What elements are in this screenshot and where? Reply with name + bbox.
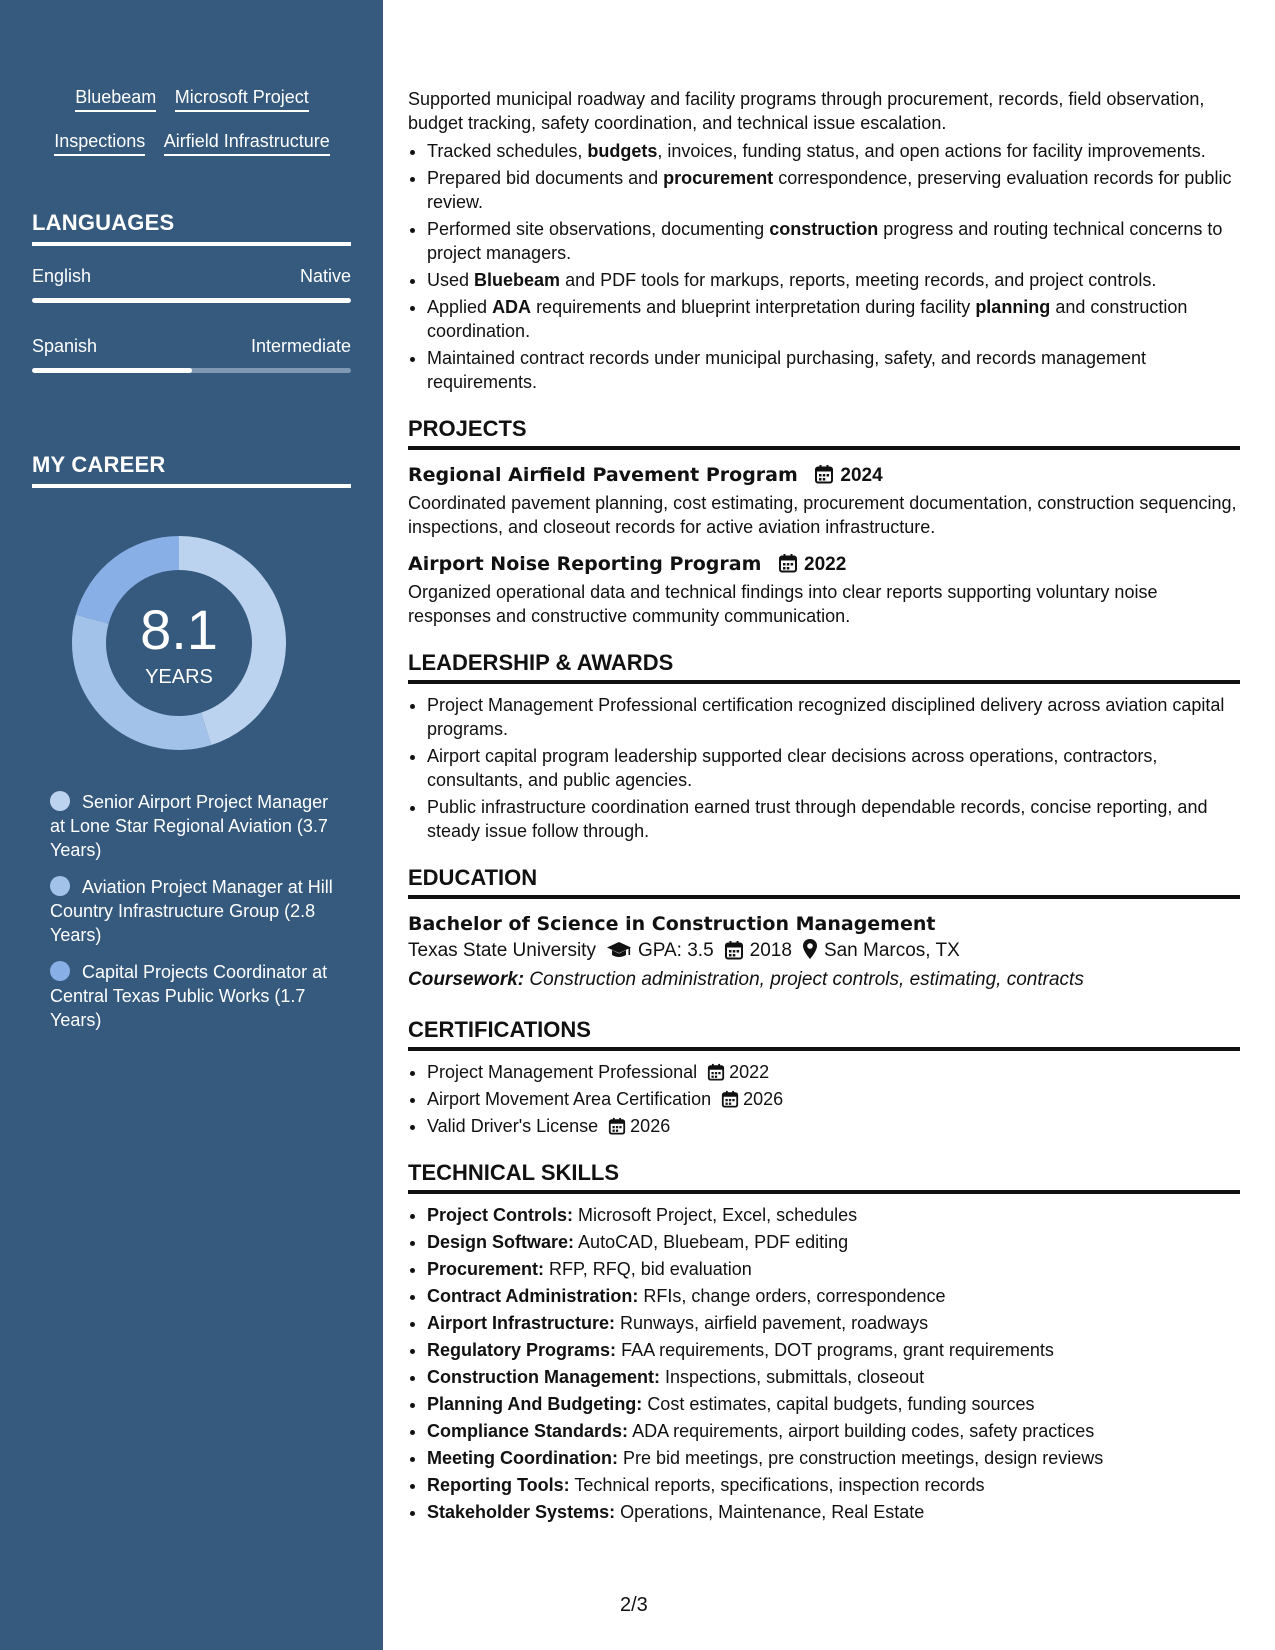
location-pin-icon	[802, 938, 818, 960]
technical-skills-list	[408, 1203, 1240, 1524]
career-item-text: Aviation Project Manager at Hill Country Infrastructure Group (2.8 Years)	[50, 877, 333, 945]
skill-item	[427, 1419, 1240, 1443]
language-bar-fill	[32, 298, 351, 303]
coursework-label: Coursework:	[408, 969, 525, 990]
calendar-icon	[608, 1117, 626, 1135]
coursework	[408, 965, 1240, 995]
project-description: Coordinated pavement planning, cost estimating, procurement documentation, construction sequencing, inspections, and closeout records for active aviation infrastructure.	[408, 493, 1237, 537]
skill-value: AutoCAD, Bluebeam, PDF editing	[578, 1232, 849, 1252]
skill-value: Technical reports, specifications, inspection records	[574, 1475, 985, 1495]
project-name: Airport Noise Reporting Program	[408, 553, 762, 575]
language-name: Spanish	[32, 336, 98, 356]
leadership-bullet: • Project Management Professional certification recognized disciplined delivery across aviation capital programs.	[427, 693, 1240, 741]
experience-bullet	[427, 166, 1240, 214]
skill-item	[427, 1203, 1240, 1227]
technical-skills-heading: TECHNICAL SKILLS	[408, 1158, 1240, 1194]
certification-item	[427, 1060, 1240, 1084]
tag-airfield-infrastructure: Airfield Infrastructure	[164, 130, 330, 156]
career-heading: MY CAREER	[32, 452, 351, 488]
skill-label: Stakeholder Systems:	[427, 1502, 616, 1522]
graduation-cap-icon	[606, 940, 632, 960]
coursework-text: Construction administration, project controls, estimating, contracts	[529, 969, 1084, 990]
bullet-text: progress and routing technical concerns to project managers.	[427, 219, 1223, 263]
leadership-bullets	[408, 693, 1240, 843]
project-title	[408, 462, 1240, 489]
bullet-keyword: budgets	[587, 141, 658, 161]
tag-row-1	[32, 86, 352, 130]
certification-name: Project Management Professional	[427, 1062, 698, 1082]
skill-item	[427, 1392, 1240, 1416]
leadership-bullet: • Public infrastructure coordination earned trust through dependable records, concise reporting, and steady issue follow through.	[427, 795, 1240, 843]
skill-value: RFP, RFQ, bid evaluation	[549, 1259, 752, 1279]
skill-value: ADA requirements, airport building codes, safety practices	[632, 1421, 1095, 1441]
calendar-icon	[724, 940, 744, 960]
skill-label: Construction Management:	[427, 1367, 661, 1387]
skill-tags	[32, 86, 352, 174]
bullet-text: Tracked schedules,	[427, 141, 588, 161]
certification-name: Airport Movement Area Certification	[427, 1089, 712, 1109]
calendar-icon	[814, 464, 834, 484]
skill-value: Pre bid meetings, pre construction meetings, design reviews	[623, 1448, 1104, 1468]
skill-item	[427, 1473, 1240, 1497]
experience-bullets	[408, 139, 1240, 394]
skill-label: Design Software:	[427, 1232, 575, 1252]
skill-item	[427, 1338, 1240, 1362]
skill-item	[427, 1257, 1240, 1281]
bullet-text: and construction coordination.	[427, 297, 1188, 341]
bullet-text: requirements and blueprint interpretation during facility	[531, 297, 976, 317]
languages-heading: LANGUAGES	[32, 210, 351, 246]
certification-item	[427, 1087, 1240, 1111]
sidebar	[0, 0, 383, 1650]
bullet-text: Performed site observations, documenting	[427, 219, 770, 239]
skill-value: FAA requirements, DOT programs, grant requirements	[621, 1340, 1054, 1360]
certification-name: Valid Driver's License	[427, 1116, 599, 1136]
graduation-year: 2018	[749, 940, 792, 961]
career-item-text: Capital Projects Coordinator at Central Texas Public Works (1.7 Years)	[50, 962, 328, 1030]
skill-label: Reporting Tools:	[427, 1475, 570, 1495]
bullet-keyword: Bluebeam	[474, 270, 561, 290]
bullet-text: Prepared bid documents and	[427, 168, 664, 188]
project-description: Organized operational data and technical findings into clear reports supporting voluntary noise responses and constructive community communication.	[408, 582, 1158, 626]
school-name: Texas State University	[408, 940, 596, 961]
skill-label: Procurement:	[427, 1259, 545, 1279]
skill-value: Microsoft Project, Excel, schedules	[578, 1205, 858, 1225]
career-item	[50, 875, 335, 947]
experience-bullet	[427, 346, 1240, 394]
skill-label: Meeting Coordination:	[427, 1448, 618, 1468]
certification-year: 2022	[729, 1062, 770, 1082]
language-bar-spanish	[32, 368, 351, 373]
skill-value: Inspections, submittals, closeout	[665, 1367, 925, 1387]
bullet-text: Applied	[427, 297, 493, 317]
tag-microsoft-project: Microsoft Project	[175, 86, 309, 112]
career-item-text: Senior Airport Project Manager at Lone Star Regional Aviation (3.7 Years)	[50, 792, 329, 860]
leadership-bullet: • Airport capital program leadership supported clear decisions across operations, contractors, consultants, and public agencies.	[427, 744, 1240, 792]
school-location: San Marcos, TX	[823, 940, 960, 961]
page-number: 2/3	[620, 1594, 648, 1616]
education-heading: EDUCATION	[408, 863, 1240, 899]
tag-row-2	[32, 130, 352, 174]
project-name: Regional Airfield Pavement Program	[408, 464, 798, 486]
experience-bullet	[427, 139, 1240, 163]
project-date: 2024	[840, 465, 883, 486]
certification-year: 2026	[743, 1089, 784, 1109]
language-bar-fill	[32, 368, 192, 373]
career-list	[50, 790, 335, 1045]
skill-item	[427, 1311, 1240, 1335]
language-name: English	[32, 266, 92, 286]
skill-label: Planning And Budgeting:	[427, 1394, 643, 1414]
leadership-heading: LEADERSHIP & AWARDS	[408, 648, 1240, 684]
skill-item	[427, 1365, 1240, 1389]
career-total	[66, 530, 292, 756]
language-bar-english	[32, 298, 351, 303]
experience-bullet	[427, 268, 1240, 292]
bullet-keyword: procurement	[663, 168, 774, 188]
calendar-icon	[778, 553, 798, 573]
project-date: 2022	[804, 554, 847, 575]
project-title	[408, 551, 1240, 578]
career-total-value: 8.1	[140, 598, 218, 661]
language-row-english	[32, 266, 351, 287]
certification-year: 2026	[630, 1116, 671, 1136]
calendar-icon	[721, 1090, 739, 1108]
calendar-icon	[707, 1063, 725, 1081]
skill-label: Compliance Standards:	[427, 1421, 629, 1441]
language-row-spanish	[32, 336, 351, 357]
projects-heading: PROJECTS	[408, 414, 1240, 450]
tag-inspections: Inspections	[54, 130, 145, 156]
language-level: Native	[299, 266, 351, 286]
skill-label: Project Controls:	[427, 1205, 574, 1225]
skill-item	[427, 1446, 1240, 1470]
bullet-keyword: ADA	[492, 297, 532, 317]
career-dot-icon	[50, 791, 70, 811]
certifications-list	[408, 1060, 1240, 1138]
bullet-text: , invoices, funding status, and open actions for facility improvements.	[657, 141, 1206, 161]
bullet-text: Maintained contract records under municipal purchasing, safety, and records management requirements.	[427, 348, 1147, 392]
gpa: GPA: 3.5	[637, 940, 714, 961]
bullet-text: Used	[427, 270, 475, 290]
bullet-keyword: planning	[975, 297, 1051, 317]
skill-value: RFIs, change orders, correspondence	[643, 1286, 946, 1306]
skill-label: Regulatory Programs:	[427, 1340, 617, 1360]
experience-bullet	[427, 295, 1240, 343]
bullet-keyword: construction	[769, 219, 879, 239]
certification-item	[427, 1114, 1240, 1138]
career-total-unit: YEARS	[145, 666, 213, 688]
bullet-text: correspondence, preserving evaluation records for public review.	[427, 168, 1232, 212]
tag-bluebeam: Bluebeam	[75, 86, 156, 112]
experience-intro: Supported municipal roadway and facility programs through procurement, records, field observation, budget tracking, safety coordination, and technical issue escalation.	[408, 89, 1205, 133]
skill-value: Cost estimates, capital budgets, funding sources	[647, 1394, 1035, 1414]
bullet-text: and PDF tools for markups, reports, meeting records, and project controls.	[560, 270, 1157, 290]
career-item	[50, 790, 335, 862]
career-item	[50, 960, 335, 1032]
skill-value: Runways, airfield pavement, roadways	[620, 1313, 929, 1333]
degree-title: Bachelor of Science in Construction Management	[408, 913, 936, 935]
skill-label: Contract Administration:	[427, 1286, 639, 1306]
skill-value: Operations, Maintenance, Real Estate	[620, 1502, 925, 1522]
career-dot-icon	[50, 876, 70, 896]
experience-bullet	[427, 217, 1240, 265]
skill-item	[427, 1284, 1240, 1308]
language-level: Intermediate	[250, 336, 351, 356]
education-details	[408, 937, 1240, 965]
skill-label: Airport Infrastructure:	[427, 1313, 616, 1333]
skill-item	[427, 1230, 1240, 1254]
certifications-heading: CERTIFICATIONS	[408, 1015, 1240, 1051]
skill-item	[427, 1500, 1240, 1524]
main-content	[408, 87, 1240, 1527]
career-dot-icon	[50, 961, 70, 981]
